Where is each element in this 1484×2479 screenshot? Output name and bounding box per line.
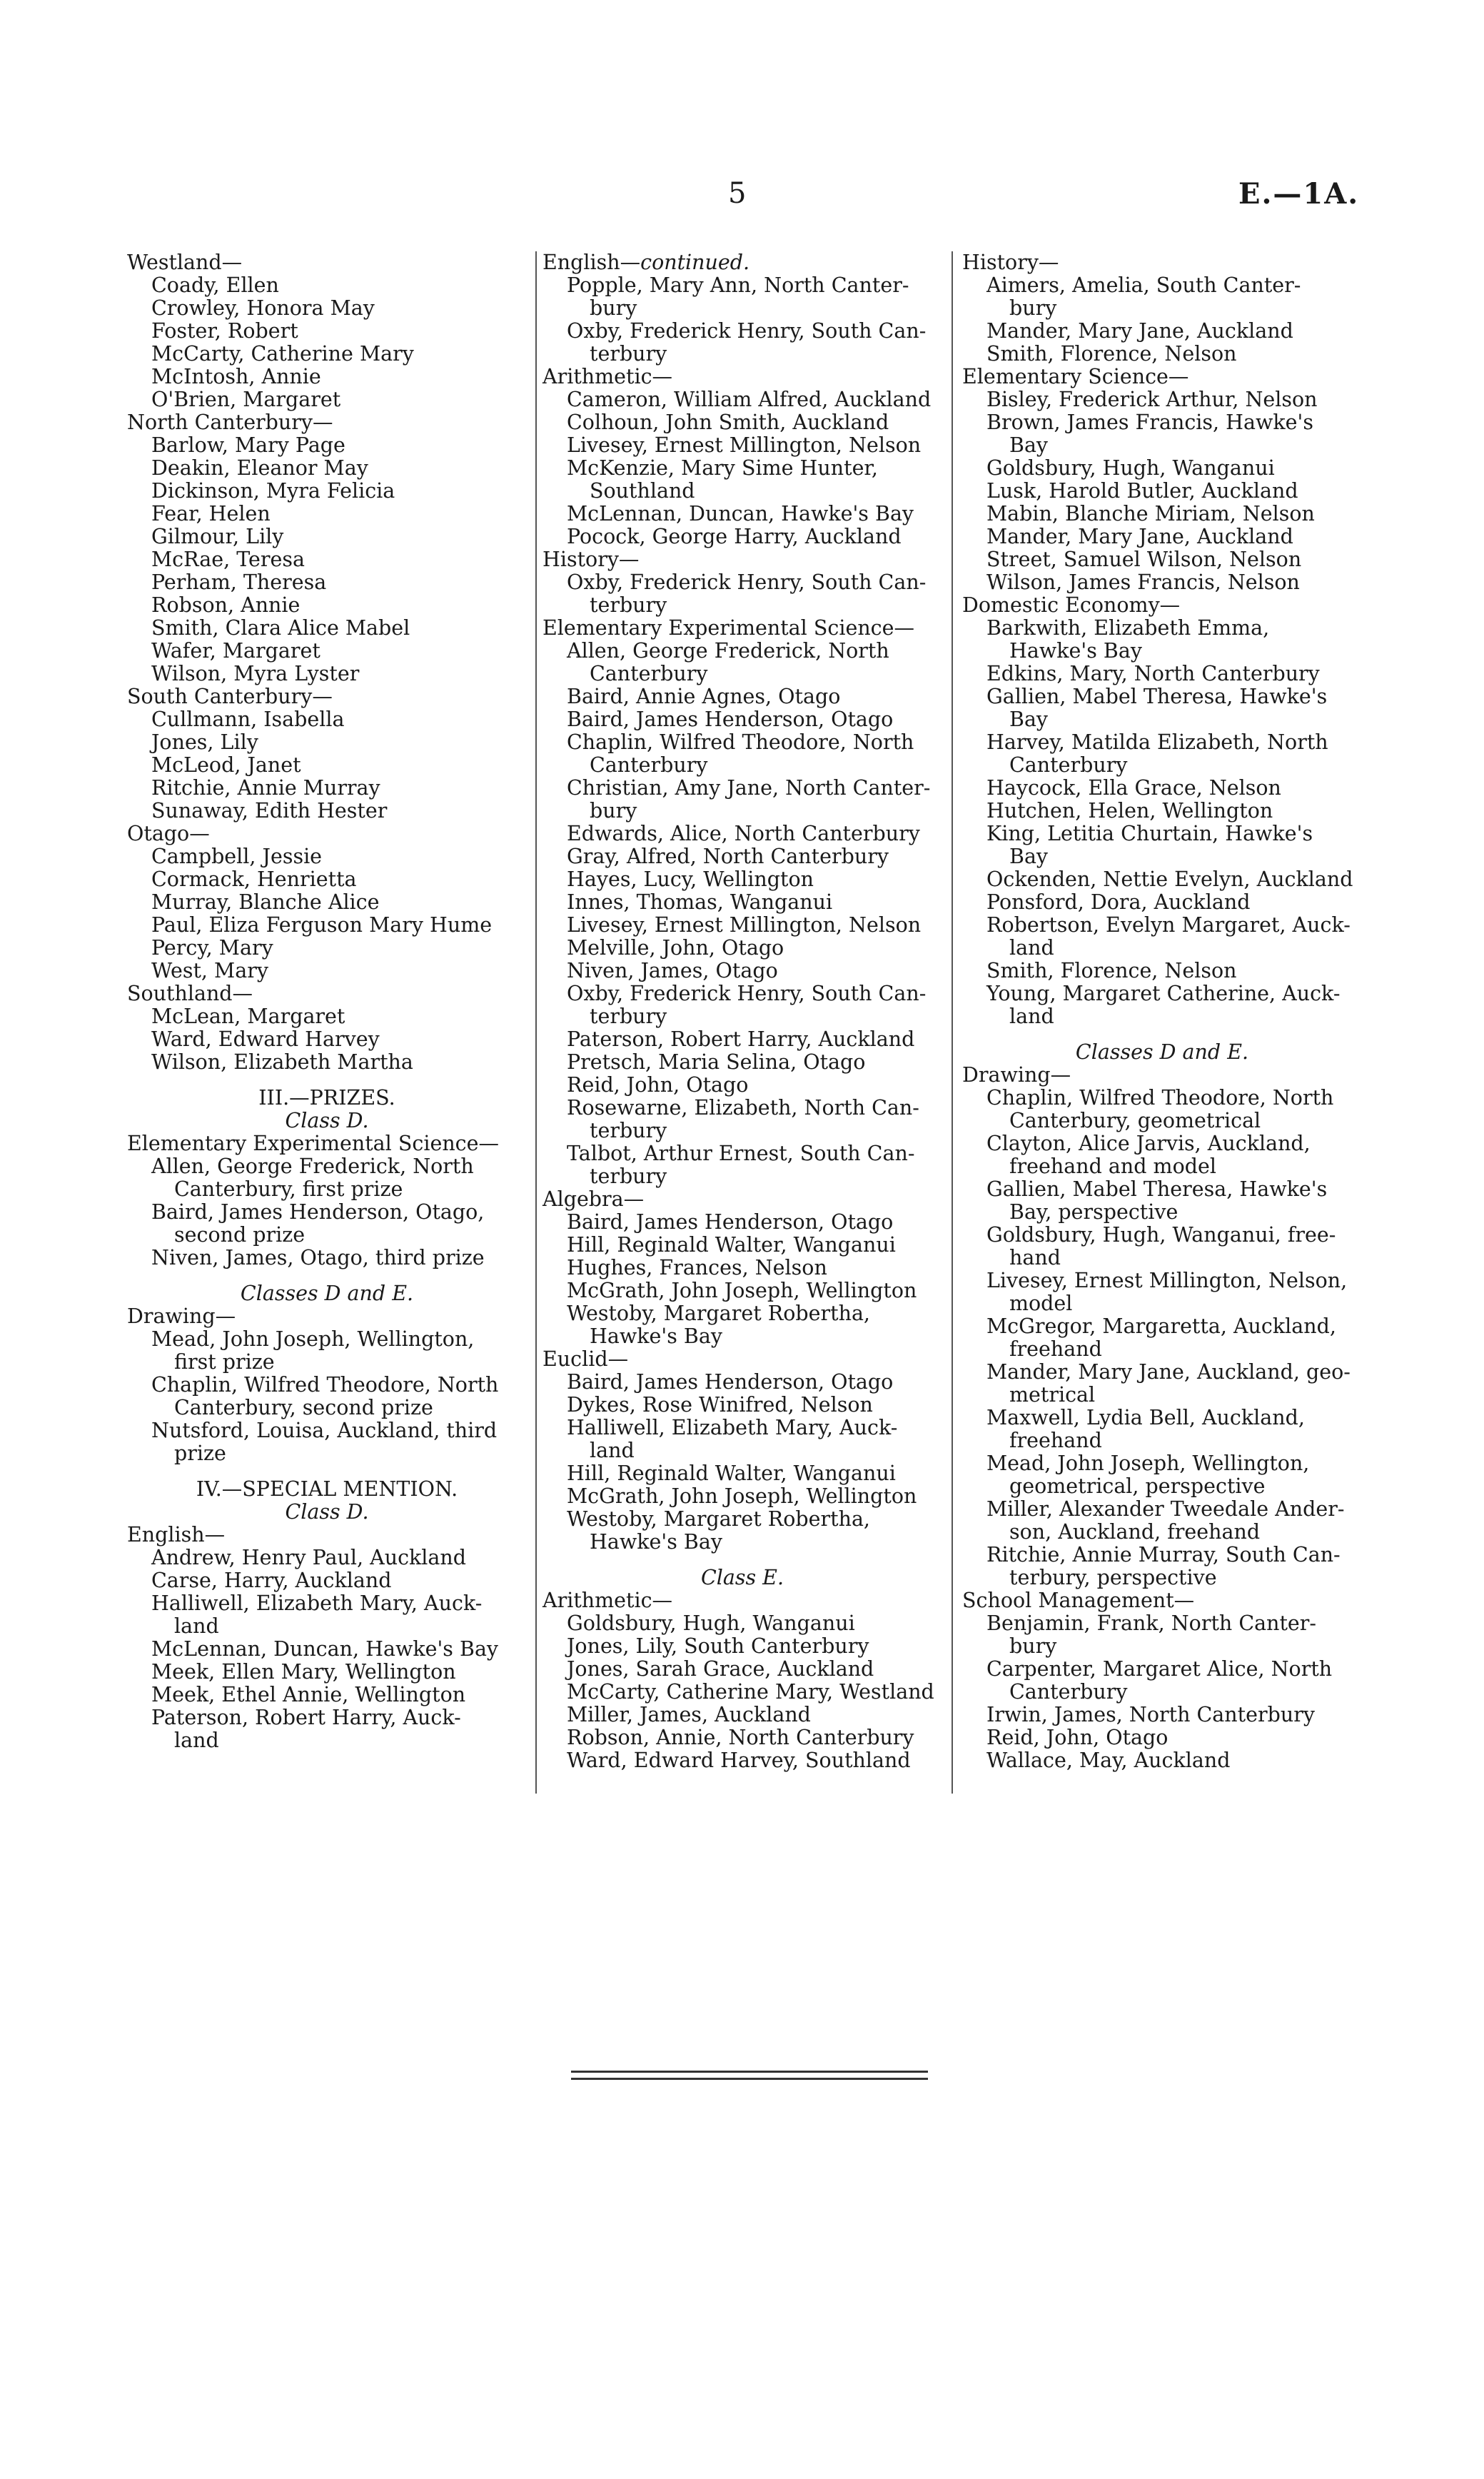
entry-line: Jones, Sarah Grace, Auckland — [567, 1657, 874, 1681]
entry-line: McIntosh, Annie — [151, 365, 321, 388]
end-rule — [571, 2078, 928, 2080]
spacer — [127, 1269, 527, 1282]
entry-line: Perham, Theresa — [151, 570, 327, 594]
entry-line: Allen, George Frederick, North — [151, 1155, 474, 1178]
entry-line: King, Letitia Churtain, Hawke's — [986, 822, 1313, 845]
entry-line: Gallien, Mabel Theresa, Hawke's — [986, 685, 1328, 708]
entry-line: Baird, James Henderson, Otago — [567, 708, 894, 731]
entry-line: Carse, Harry, Auckland — [151, 1569, 392, 1592]
entry-line: Dickinson, Myra Felicia — [151, 479, 395, 503]
section-title: III.—PRIZES. — [258, 1086, 395, 1110]
entry-line: Campbell, Jessie — [151, 845, 323, 868]
entry-line: Clayton, Alice Jarvis, Auckland, — [986, 1132, 1311, 1155]
section-heading: Westland— — [127, 251, 243, 274]
entry-line: Carpenter, Margaret Alice, North — [986, 1657, 1333, 1681]
column-2 — [542, 251, 942, 1772]
entry-continuation: land — [174, 1729, 219, 1752]
section-heading: Drawing— — [127, 1304, 236, 1328]
section-heading: Arithmetic— — [542, 365, 673, 388]
class-subheading: Classes D and E. — [240, 1282, 414, 1305]
entry-line: McKenzie, Mary Sime Hunter, — [567, 456, 878, 480]
entry-line: Gilmour, Lily — [151, 525, 284, 548]
column-divider — [535, 251, 537, 1794]
entry-line: Reid, John, Otago — [567, 1073, 749, 1097]
entry-line: Goldsbury, Hugh, Wanganui, free- — [986, 1223, 1336, 1247]
entry-continuation: terbury — [590, 1165, 667, 1188]
entry-line: Wallace, May, Auckland — [986, 1749, 1231, 1772]
entry-continuation: Hawke's Bay — [1009, 639, 1142, 663]
entry-line: Oxby, Frederick Henry, South Can- — [567, 319, 927, 343]
section-heading: South Canterbury— — [127, 685, 333, 708]
entry-line: Hill, Reginald Walter, Wanganui — [567, 1462, 896, 1485]
class-subheading: Class E. — [700, 1566, 784, 1589]
entry-continuation: hand — [1009, 1246, 1061, 1269]
entry-continuation: land — [1009, 1005, 1054, 1028]
section-heading: Otago— — [127, 822, 210, 845]
entry-line: Cormack, Henrietta — [151, 868, 357, 891]
section-heading: Algebra— — [542, 1187, 645, 1211]
entry-line: McLennan, Duncan, Hawke's Bay — [567, 502, 914, 526]
entry-line: Mander, Mary Jane, Auckland, geo- — [986, 1360, 1351, 1384]
entry-line: Halliwell, Elizabeth Mary, Auck- — [567, 1416, 898, 1439]
entry-line: Ponsford, Dora, Auckland — [986, 890, 1251, 914]
entry-line: Baird, James Henderson, Otago, — [151, 1200, 485, 1224]
entry-line: Chaplin, Wilfred Theodore, North — [986, 1086, 1334, 1110]
entry-line: McLennan, Duncan, Hawke's Bay — [151, 1637, 499, 1661]
entry-continuation: Bay — [1009, 845, 1049, 868]
entry-line: Allen, George Frederick, North — [567, 639, 889, 663]
entry-line: Coady, Ellen — [151, 273, 279, 297]
entry-line: Edwards, Alice, North Canterbury — [567, 822, 920, 845]
entry-line: Lusk, Harold Butler, Auckland — [986, 479, 1298, 503]
entry-line: Maxwell, Lydia Bell, Auckland, — [986, 1406, 1305, 1429]
entry-line: Foster, Robert — [151, 319, 298, 343]
entry-continuation: Canterbury — [1009, 753, 1128, 777]
entry-line: Smith, Florence, Nelson — [986, 959, 1237, 982]
entry-line: McLeod, Janet — [151, 753, 301, 777]
entry-line: McRae, Teresa — [151, 548, 306, 571]
entry-line: Hughes, Frances, Nelson — [567, 1256, 827, 1279]
column-1 — [127, 251, 527, 1752]
entry-line: Miller, James, Auckland — [567, 1703, 811, 1726]
entry-line: Crowley, Honora May — [151, 296, 375, 320]
entry-line: Chaplin, Wilfred Theodore, North — [151, 1373, 499, 1397]
entry-line: Goldsbury, Hugh, Wanganui — [567, 1611, 855, 1635]
entry-line: Young, Margaret Catherine, Auck- — [986, 982, 1341, 1005]
entry-line: Bisley, Frederick Arthur, Nelson — [986, 388, 1318, 411]
entry-line: Cullmann, Isabella — [151, 708, 345, 731]
section-heading: Arithmetic— — [542, 1589, 673, 1612]
entry-line: Baird, James Henderson, Otago — [567, 1370, 894, 1394]
entry-line: Harvey, Matilda Elizabeth, North — [986, 730, 1328, 754]
entry-line: Fear, Helen — [151, 502, 271, 526]
entry-line: Baird, James Henderson, Otago — [567, 1210, 894, 1234]
document-reference: E.—1A. — [1238, 177, 1360, 211]
entry-line: Mander, Mary Jane, Auckland — [986, 319, 1293, 343]
heading-text: English— — [542, 251, 641, 274]
class-subheading: Classes D and E. — [1075, 1040, 1249, 1064]
entry-line: Barlow, Mary Page — [151, 433, 345, 457]
entry-line: Hayes, Lucy, Wellington — [567, 868, 814, 891]
section-heading: Drawing— — [962, 1063, 1071, 1087]
entry-continuation: Bay — [1009, 433, 1049, 457]
entry-line: Baird, Annie Agnes, Otago — [567, 685, 841, 708]
entry-line: Robson, Annie, North Canterbury — [567, 1726, 914, 1749]
entry-line: Wilson, Myra Lyster — [151, 662, 360, 685]
entry-line: Murray, Blanche Alice — [151, 890, 380, 914]
entry-line: Cameron, William Alfred, Auckland — [567, 388, 932, 411]
entry-line: West, Mary — [151, 959, 268, 982]
entry-line: Pretsch, Maria Selina, Otago — [567, 1050, 866, 1074]
entry-line: Ockenden, Nettie Evelyn, Auckland — [986, 868, 1353, 891]
entry-line: Miller, Alexander Tweedale Ander- — [986, 1497, 1345, 1521]
entry-line: Andrew, Henry Paul, Auckland — [151, 1546, 467, 1569]
entry-continuation: Canterbury, second prize — [174, 1396, 433, 1419]
entry-line: Gray, Alfred, North Canterbury — [567, 845, 889, 868]
entry-line: Sunaway, Edith Hester — [151, 799, 388, 823]
entry-line: Oxby, Frederick Henry, South Can- — [567, 982, 927, 1005]
entry-continuation: Canterbury, first prize — [174, 1177, 403, 1201]
entry-line: Mabin, Blanche Miriam, Nelson — [986, 502, 1315, 526]
section-heading — [542, 251, 942, 274]
entry-line: Livesey, Ernest Millington, Nelson, — [986, 1269, 1348, 1292]
section-heading: School Management— — [962, 1589, 1195, 1612]
entry-continuation: Bay, perspective — [1009, 1200, 1178, 1224]
entry-line: Colhoun, John Smith, Auckland — [567, 411, 889, 434]
entry-continuation: land — [590, 1439, 635, 1462]
section-heading: History— — [542, 548, 640, 571]
entry-line: Aimers, Amelia, South Canter- — [986, 273, 1301, 297]
entry-continuation: bury — [1009, 1634, 1057, 1658]
entry-continuation: metrical — [1009, 1383, 1096, 1407]
column-divider — [952, 251, 953, 1794]
spacer — [542, 1554, 942, 1567]
entry-line: Gallien, Mabel Theresa, Hawke's — [986, 1177, 1328, 1201]
entry-line: Paterson, Robert Harry, Auckland — [567, 1027, 915, 1051]
entry-line: Ward, Edward Harvey, Southland — [567, 1749, 911, 1772]
entry-continuation: Southland — [590, 479, 695, 503]
entry-line: Reid, John, Otago — [986, 1726, 1168, 1749]
entry-continuation: Bay — [1009, 708, 1049, 731]
section-title: IV.—SPECIAL MENTION. — [196, 1477, 458, 1501]
entry-continuation: geometrical, perspective — [1009, 1474, 1266, 1498]
entry-line: McGrath, John Joseph, Wellington — [567, 1484, 917, 1508]
entry-continuation: son, Auckland, freehand — [1009, 1520, 1261, 1544]
entry-continuation: land — [1009, 936, 1054, 960]
entry-continuation: bury — [590, 296, 637, 320]
entry-line: Ward, Edward Harvey — [151, 1027, 380, 1051]
entry-line: Irwin, James, North Canterbury — [986, 1703, 1315, 1726]
entry-line: McGrath, John Joseph, Wellington — [567, 1279, 917, 1302]
entry-continuation: Canterbury — [1009, 1680, 1128, 1704]
entry-line: Robertson, Evelyn Margaret, Auck- — [986, 913, 1351, 937]
entry-line: Smith, Florence, Nelson — [986, 342, 1237, 366]
entry-line: Christian, Amy Jane, North Canter- — [567, 776, 931, 800]
entry-line: Westoby, Margaret Robertha, — [567, 1302, 870, 1325]
spacer — [962, 1028, 1362, 1041]
entry-continuation: terbury — [590, 342, 667, 366]
section-heading: North Canterbury— — [127, 411, 333, 434]
class-subheading: Class D. — [285, 1109, 369, 1132]
entry-line: Niven, James, Otago, third prize — [151, 1246, 485, 1269]
section-heading: Elementary Experimental Science— — [127, 1132, 500, 1155]
section-heading: Southland— — [127, 982, 253, 1005]
entry-line: McCarty, Catherine Mary, Westland — [567, 1680, 934, 1704]
spacer — [127, 1074, 527, 1087]
page-number: 5 — [728, 177, 747, 210]
entry-line: Jones, Lily — [151, 730, 258, 754]
entry-line: Brown, James Francis, Hawke's — [986, 411, 1313, 434]
entry-continuation: first prize — [174, 1350, 275, 1374]
entry-line: Goldsbury, Hugh, Wanganui — [986, 456, 1275, 480]
entry-line: Meek, Ethel Annie, Wellington — [151, 1683, 466, 1706]
entry-line: Street, Samuel Wilson, Nelson — [986, 548, 1302, 571]
entry-continuation: prize — [174, 1442, 226, 1465]
entry-continuation: Hawke's Bay — [590, 1324, 722, 1348]
entry-continuation: bury — [590, 799, 637, 823]
entry-line: McCarty, Catherine Mary — [151, 342, 414, 366]
column-3 — [962, 251, 1362, 1772]
entry-line: Mander, Mary Jane, Auckland — [986, 525, 1293, 548]
entry-line: Dykes, Rose Winifred, Nelson — [567, 1393, 873, 1417]
entry-line: Chaplin, Wilfred Theodore, North — [567, 730, 914, 754]
entry-line: Niven, James, Otago — [567, 959, 778, 982]
entry-line: Livesey, Ernest Millington, Nelson — [567, 913, 922, 937]
section-heading: Elementary Science— — [962, 365, 1189, 388]
entry-line: Robson, Annie — [151, 593, 301, 617]
entry-line: Mead, John Joseph, Wellington, — [151, 1327, 475, 1351]
entry-continuation: terbury, perspective — [1009, 1566, 1217, 1589]
entry-line: Wilson, James Francis, Nelson — [986, 570, 1300, 594]
entry-line: Benjamin, Frank, North Canter- — [986, 1611, 1317, 1635]
entry-line: McLean, Margaret — [151, 1005, 345, 1028]
entry-continuation: second prize — [174, 1223, 306, 1247]
entry-line: Paul, Eliza Ferguson Mary Hume — [151, 913, 493, 937]
entry-continuation: bury — [1009, 296, 1057, 320]
entry-line: Innes, Thomas, Wanganui — [567, 890, 833, 914]
entry-continuation: Canterbury, geometrical — [1009, 1109, 1261, 1132]
entry-line: Wilson, Elizabeth Martha — [151, 1050, 413, 1074]
entry-line: Deakin, Eleanor May — [151, 456, 368, 480]
entry-continuation: freehand — [1009, 1337, 1102, 1361]
continued-label: continued. — [640, 251, 750, 274]
entry-line: Westoby, Margaret Robertha, — [567, 1507, 870, 1531]
entry-continuation: Canterbury — [590, 753, 708, 777]
entry-line: Haycock, Ella Grace, Nelson — [986, 776, 1281, 800]
entry-line: Nutsford, Louisa, Auckland, third — [151, 1419, 498, 1442]
entry-line: Oxby, Frederick Henry, South Can- — [567, 570, 927, 594]
entry-continuation: freehand — [1009, 1429, 1102, 1452]
entry-line: Jones, Lily, South Canterbury — [567, 1634, 869, 1658]
entry-line: McGregor, Margaretta, Auckland, — [986, 1314, 1336, 1338]
entry-line: Hill, Reginald Walter, Wanganui — [567, 1233, 896, 1257]
entry-line: Wafer, Margaret — [151, 639, 320, 663]
section-heading: Domestic Economy— — [962, 593, 1181, 617]
section-heading: English— — [127, 1523, 226, 1547]
class-subheading: Class D. — [285, 1500, 369, 1524]
spacer — [127, 1465, 527, 1478]
entry-line: Meek, Ellen Mary, Wellington — [151, 1660, 456, 1684]
entry-continuation: model — [1009, 1292, 1073, 1315]
entry-line: Rosewarne, Elizabeth, North Can- — [567, 1096, 919, 1120]
entry-line: Livesey, Ernest Millington, Nelson — [567, 433, 922, 457]
entry-line: Melville, John, Otago — [567, 936, 784, 960]
entry-line: Smith, Clara Alice Mabel — [151, 616, 410, 640]
entry-line: Mead, John Joseph, Wellington, — [986, 1452, 1310, 1475]
entry-line: Ritchie, Annie Murray, South Can- — [986, 1543, 1341, 1567]
section-heading: Elementary Experimental Science— — [542, 616, 915, 640]
entry-line: Ritchie, Annie Murray — [151, 776, 380, 800]
entry-line: Popple, Mary Ann, North Canter- — [567, 273, 909, 297]
entry-continuation: Hawke's Bay — [590, 1530, 722, 1554]
entry-line: Edkins, Mary, North Canterbury — [986, 662, 1320, 685]
entry-continuation: freehand and model — [1009, 1155, 1216, 1178]
entry-line: O'Brien, Margaret — [151, 388, 341, 411]
entry-continuation: terbury — [590, 593, 667, 617]
end-rule — [571, 2071, 928, 2073]
entry-line: Barkwith, Elizabeth Emma, — [986, 616, 1270, 640]
entry-continuation: Canterbury — [590, 662, 708, 685]
entry-line: Pocock, George Harry, Auckland — [567, 525, 902, 548]
entry-line: Halliwell, Elizabeth Mary, Auck- — [151, 1592, 483, 1615]
section-heading: Euclid— — [542, 1347, 629, 1371]
entry-line: Talbot, Arthur Ernest, South Can- — [567, 1142, 915, 1165]
entry-continuation: land — [174, 1614, 219, 1638]
entry-line: Hutchen, Helen, Wellington — [986, 799, 1273, 823]
section-heading: History— — [962, 251, 1059, 274]
entry-line: Percy, Mary — [151, 936, 273, 960]
entry-line: Paterson, Robert Harry, Auck- — [151, 1706, 461, 1729]
entry-continuation: terbury — [590, 1119, 667, 1142]
entry-continuation: terbury — [590, 1005, 667, 1028]
